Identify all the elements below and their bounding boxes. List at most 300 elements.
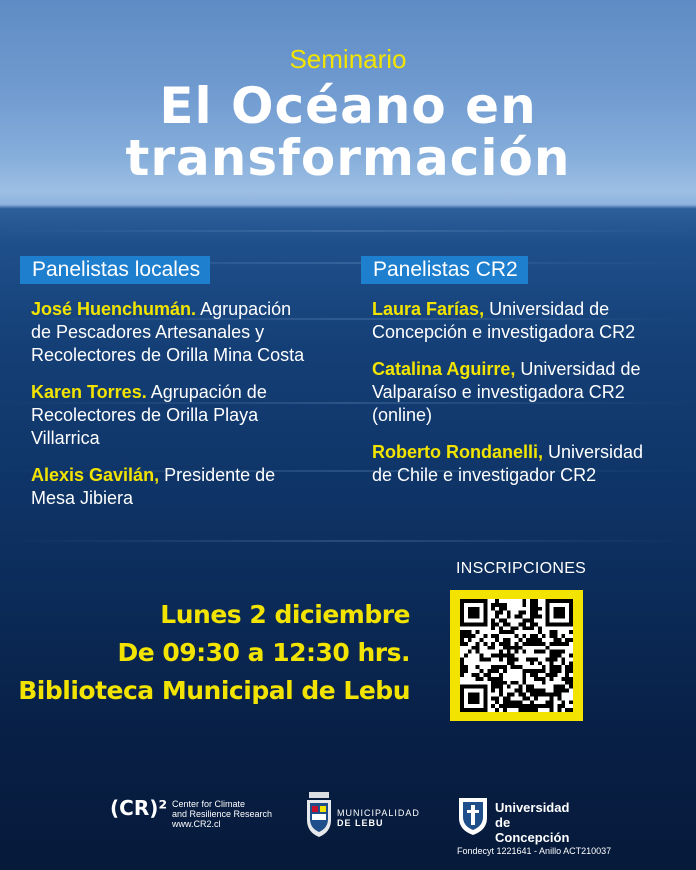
panelist-desc: Agrupación de bbox=[146, 382, 267, 402]
qr-module bbox=[495, 634, 499, 638]
event-place: Biblioteca Municipal de Lebu bbox=[18, 676, 410, 705]
municipalidad-caption-line: DE LEBU bbox=[337, 818, 384, 828]
qr-module bbox=[542, 642, 546, 646]
qr-module bbox=[522, 611, 526, 615]
qr-module bbox=[507, 700, 511, 704]
qr-module bbox=[530, 603, 534, 607]
qr-module bbox=[503, 618, 507, 622]
panelist-name: Roberto Rondanelli bbox=[372, 442, 538, 462]
udec-shield-icon bbox=[457, 796, 489, 836]
qr-module bbox=[487, 677, 491, 681]
panelist-name: Laura Farías bbox=[372, 299, 480, 319]
qr-module bbox=[530, 607, 534, 611]
qr-module bbox=[503, 638, 507, 642]
qr-module bbox=[554, 673, 558, 677]
udec-logo-block bbox=[457, 796, 570, 845]
qr-module bbox=[460, 673, 464, 677]
qr-module bbox=[550, 700, 554, 704]
qr-module bbox=[569, 661, 573, 665]
title-line-2: transformación bbox=[125, 129, 571, 187]
qr-module bbox=[479, 657, 483, 661]
qr-module bbox=[491, 681, 495, 685]
panel-locales-heading: Panelistas locales bbox=[20, 256, 210, 284]
qr-module bbox=[507, 646, 511, 650]
qr-module bbox=[511, 654, 515, 658]
qr-module bbox=[515, 689, 519, 693]
qr-module bbox=[522, 673, 526, 677]
qr-module bbox=[518, 704, 522, 708]
qr-module bbox=[499, 607, 503, 611]
qr-module bbox=[511, 626, 515, 630]
qr-module bbox=[460, 638, 464, 642]
qr-module bbox=[468, 634, 472, 638]
qr-module bbox=[526, 657, 530, 661]
qr-module bbox=[460, 634, 464, 638]
panelist-item bbox=[31, 298, 341, 367]
panelist-sep: . bbox=[191, 299, 197, 319]
qr-module bbox=[483, 673, 487, 677]
lebu-crest-icon bbox=[305, 792, 333, 838]
qr-module bbox=[511, 704, 515, 708]
qr-module bbox=[557, 696, 561, 700]
qr-module bbox=[515, 704, 519, 708]
panelist-item bbox=[372, 441, 682, 487]
qr-module bbox=[534, 673, 538, 677]
qr-module bbox=[530, 708, 534, 712]
qr-module bbox=[530, 615, 534, 619]
qr-module bbox=[503, 665, 507, 669]
panelist-desc: Mesa Jibiera bbox=[31, 488, 134, 508]
qr-module bbox=[495, 681, 499, 685]
qr-module bbox=[503, 642, 507, 646]
qr-module bbox=[550, 650, 554, 654]
qr-module bbox=[534, 696, 538, 700]
qr-module bbox=[534, 634, 538, 638]
qr-module bbox=[515, 665, 519, 669]
qr-module bbox=[499, 626, 503, 630]
qr-module bbox=[460, 669, 464, 673]
qr-module bbox=[472, 634, 476, 638]
qr-module bbox=[507, 650, 511, 654]
qr-module bbox=[530, 689, 534, 693]
qr-module bbox=[515, 657, 519, 661]
qr-module bbox=[538, 615, 542, 619]
qr-module bbox=[550, 669, 554, 673]
qr-module bbox=[569, 700, 573, 704]
qr-module bbox=[534, 677, 538, 681]
qr-module bbox=[515, 615, 519, 619]
qr-module bbox=[503, 646, 507, 650]
qr-module bbox=[476, 665, 480, 669]
qr-module bbox=[534, 599, 538, 603]
qr-module bbox=[503, 603, 507, 607]
qr-module bbox=[530, 618, 534, 622]
qr-module bbox=[460, 657, 464, 661]
qr-module bbox=[554, 665, 558, 669]
cr2-logo-block bbox=[110, 796, 273, 829]
qr-module bbox=[507, 704, 511, 708]
qr-module bbox=[538, 650, 542, 654]
qr-module bbox=[542, 693, 546, 697]
qr-module bbox=[476, 677, 480, 681]
qr-module bbox=[518, 638, 522, 642]
panelist-item bbox=[31, 464, 341, 510]
qr-module bbox=[495, 685, 499, 689]
qr-module bbox=[534, 693, 538, 697]
qr-module bbox=[561, 661, 565, 665]
qr-module bbox=[557, 704, 561, 708]
qr-module bbox=[550, 661, 554, 665]
qr-module bbox=[569, 708, 573, 712]
qr-module bbox=[534, 669, 538, 673]
qr-module bbox=[538, 661, 542, 665]
qr-module bbox=[515, 650, 519, 654]
qr-module bbox=[511, 693, 515, 697]
qr-module bbox=[554, 634, 558, 638]
qr-module bbox=[554, 693, 558, 697]
qr-module bbox=[503, 669, 507, 673]
udec-caption-line: de Concepción bbox=[495, 815, 570, 845]
qr-module bbox=[538, 626, 542, 630]
qr-module bbox=[534, 603, 538, 607]
qr-module bbox=[511, 657, 515, 661]
qr-module bbox=[499, 654, 503, 658]
cr2-caption bbox=[172, 799, 292, 829]
qr-module bbox=[557, 669, 561, 673]
qr-module bbox=[507, 693, 511, 697]
qr-module bbox=[507, 685, 511, 689]
qr-module bbox=[464, 669, 468, 673]
qr-module bbox=[503, 654, 507, 658]
qr-module bbox=[518, 615, 522, 619]
qr-module bbox=[518, 646, 522, 650]
panelist-name: Karen Torres bbox=[31, 382, 142, 402]
qr-module bbox=[554, 669, 558, 673]
qr-module bbox=[487, 669, 491, 673]
qr-module bbox=[472, 673, 476, 677]
qr-module bbox=[507, 642, 511, 646]
qr-module bbox=[515, 700, 519, 704]
qr-module bbox=[554, 638, 558, 642]
qr-module bbox=[534, 650, 538, 654]
qr-module bbox=[526, 685, 530, 689]
qr-module bbox=[507, 654, 511, 658]
qr-module bbox=[565, 689, 569, 693]
panelist-sep: . bbox=[141, 382, 147, 402]
qr-module bbox=[503, 622, 507, 626]
qr-module bbox=[530, 704, 534, 708]
panel-cr2-heading-wrap bbox=[361, 258, 528, 282]
qr-module bbox=[476, 630, 480, 634]
qr-module bbox=[561, 650, 565, 654]
qr-module bbox=[546, 700, 550, 704]
qr-module bbox=[507, 696, 511, 700]
qr-module bbox=[526, 689, 530, 693]
qr-module bbox=[518, 708, 522, 712]
qr-module bbox=[518, 700, 522, 704]
qr-module bbox=[507, 615, 511, 619]
qr-module bbox=[476, 646, 480, 650]
qr-module bbox=[550, 673, 554, 677]
qr-module bbox=[542, 689, 546, 693]
qr-module bbox=[538, 677, 542, 681]
panelist-item bbox=[372, 298, 682, 344]
qr-module bbox=[518, 689, 522, 693]
panelist-item bbox=[31, 381, 341, 450]
qr-module bbox=[550, 630, 554, 634]
panelist-desc: de Pescadores Artesanales y bbox=[31, 322, 265, 342]
qr-module bbox=[561, 700, 565, 704]
qr-module bbox=[491, 696, 495, 700]
qr-module bbox=[491, 634, 495, 638]
qr-module bbox=[557, 650, 561, 654]
qr-module bbox=[522, 708, 526, 712]
seminar-label: Seminario bbox=[289, 44, 407, 74]
qr-module bbox=[464, 665, 468, 669]
qr-module bbox=[522, 704, 526, 708]
qr-module bbox=[565, 673, 569, 677]
qr-module bbox=[491, 626, 495, 630]
qr-module bbox=[491, 603, 495, 607]
qr-module bbox=[503, 630, 507, 634]
qr-module bbox=[557, 708, 561, 712]
qr-module bbox=[476, 642, 480, 646]
qr-module bbox=[518, 693, 522, 697]
qr-code-frame[interactable] bbox=[450, 590, 583, 721]
qr-module bbox=[511, 665, 515, 669]
qr-module bbox=[499, 618, 503, 622]
qr-module bbox=[511, 681, 515, 685]
qr-module bbox=[491, 654, 495, 658]
qr-module bbox=[538, 704, 542, 708]
panelist-sep: , bbox=[154, 465, 160, 485]
qr-module bbox=[491, 677, 495, 681]
qr-module bbox=[476, 673, 480, 677]
qr-module bbox=[515, 634, 519, 638]
qr-module bbox=[515, 646, 519, 650]
qr-module bbox=[487, 657, 491, 661]
panel-locales-heading-wrap bbox=[20, 258, 210, 282]
qr-module bbox=[534, 708, 538, 712]
qr-module bbox=[534, 607, 538, 611]
qr-module bbox=[557, 689, 561, 693]
qr-module bbox=[491, 622, 495, 626]
qr-module bbox=[507, 657, 511, 661]
qr-module bbox=[491, 618, 495, 622]
qr-module bbox=[507, 661, 511, 665]
qr-module bbox=[522, 599, 526, 603]
qr-module bbox=[569, 685, 573, 689]
qr-module bbox=[491, 646, 495, 650]
qr-module bbox=[550, 634, 554, 638]
qr-module bbox=[515, 642, 519, 646]
qr-module bbox=[522, 603, 526, 607]
qr-module bbox=[542, 650, 546, 654]
qr-module bbox=[499, 665, 503, 669]
qr-module bbox=[534, 704, 538, 708]
title-line-1: El Océano en bbox=[159, 77, 537, 135]
qr-module bbox=[542, 669, 546, 673]
qr-module bbox=[460, 665, 464, 669]
panelist-desc: Universidad de bbox=[484, 299, 610, 319]
qr-module bbox=[534, 657, 538, 661]
qr-module bbox=[561, 685, 565, 689]
qr-module bbox=[538, 638, 542, 642]
qr-module bbox=[499, 693, 503, 697]
qr-module bbox=[550, 654, 554, 658]
qr-module bbox=[522, 696, 526, 700]
qr-module bbox=[554, 657, 558, 661]
qr-module bbox=[554, 654, 558, 658]
qr-module bbox=[561, 704, 565, 708]
qr-module bbox=[522, 618, 526, 622]
qr-module bbox=[569, 665, 573, 669]
qr-module bbox=[499, 650, 503, 654]
qr-module bbox=[565, 665, 569, 669]
qr-module bbox=[499, 681, 503, 685]
qr-module bbox=[522, 626, 526, 630]
qr-module bbox=[503, 700, 507, 704]
qr-module bbox=[476, 650, 480, 654]
qr-module bbox=[550, 657, 554, 661]
qr-module bbox=[530, 657, 534, 661]
qr-module bbox=[518, 611, 522, 615]
qr-module bbox=[522, 634, 526, 638]
qr-module bbox=[503, 696, 507, 700]
panelist-sep: , bbox=[510, 359, 516, 379]
qr-module bbox=[561, 642, 565, 646]
qr-module bbox=[491, 607, 495, 611]
qr-module bbox=[550, 704, 554, 708]
panelist-name: Alexis Gavilán bbox=[31, 465, 155, 485]
registration-label: INSCRIPCIONES bbox=[456, 560, 587, 577]
qr-code-icon[interactable] bbox=[460, 599, 573, 712]
qr-module bbox=[526, 626, 530, 630]
qr-module bbox=[495, 611, 499, 615]
panelist-desc: Valparaíso e investigadora CR2 bbox=[372, 382, 625, 402]
qr-module bbox=[495, 669, 499, 673]
qr-module bbox=[499, 611, 503, 615]
qr-module bbox=[499, 704, 503, 708]
fondecyt-note: Fondecyt 1221641 - Anillo ACT210037 bbox=[457, 846, 612, 856]
panel-cr2-list bbox=[372, 298, 682, 501]
qr-module bbox=[518, 665, 522, 669]
qr-module bbox=[526, 642, 530, 646]
qr-module bbox=[534, 611, 538, 615]
qr-module bbox=[491, 669, 495, 673]
qr-module bbox=[526, 669, 530, 673]
qr-module bbox=[542, 665, 546, 669]
qr-module bbox=[483, 642, 487, 646]
qr-module bbox=[491, 689, 495, 693]
qr-module bbox=[550, 708, 554, 712]
qr-module bbox=[569, 638, 573, 642]
qr-module bbox=[526, 704, 530, 708]
qr-module bbox=[495, 615, 499, 619]
qr-module bbox=[554, 685, 558, 689]
qr-module bbox=[561, 634, 565, 638]
qr-module bbox=[499, 657, 503, 661]
qr-module bbox=[507, 611, 511, 615]
qr-module bbox=[546, 646, 550, 650]
qr-module bbox=[464, 642, 468, 646]
qr-module bbox=[538, 669, 542, 673]
qr-module bbox=[565, 708, 569, 712]
panelist-item bbox=[372, 358, 682, 427]
qr-finder bbox=[468, 693, 480, 705]
qr-module bbox=[464, 630, 468, 634]
qr-module bbox=[460, 661, 464, 665]
municipalidad-caption-line: MUNICIPALIDAD bbox=[337, 808, 420, 818]
panelist-sep: , bbox=[479, 299, 485, 319]
qr-module bbox=[569, 654, 573, 658]
qr-module bbox=[530, 622, 534, 626]
qr-module bbox=[495, 638, 499, 642]
qr-module bbox=[499, 603, 503, 607]
qr-module bbox=[499, 642, 503, 646]
qr-module bbox=[542, 681, 546, 685]
qr-module bbox=[557, 693, 561, 697]
qr-module bbox=[526, 638, 530, 642]
qr-module bbox=[538, 630, 542, 634]
qr-module bbox=[530, 642, 534, 646]
qr-module bbox=[511, 630, 515, 634]
panelist-desc: de Chile e investigador CR2 bbox=[372, 465, 597, 485]
qr-module bbox=[526, 708, 530, 712]
event-info bbox=[18, 596, 410, 710]
qr-module bbox=[557, 665, 561, 669]
qr-module bbox=[561, 677, 565, 681]
qr-module bbox=[530, 673, 534, 677]
qr-module bbox=[511, 700, 515, 704]
qr-module bbox=[550, 693, 554, 697]
qr-module bbox=[550, 642, 554, 646]
panel-locales-list bbox=[31, 298, 341, 524]
qr-module bbox=[534, 689, 538, 693]
cr2-caption-line: Center for Climate bbox=[172, 799, 246, 809]
qr-module bbox=[468, 638, 472, 642]
qr-module bbox=[491, 704, 495, 708]
qr-module bbox=[526, 696, 530, 700]
panelist-sep: , bbox=[538, 442, 544, 462]
qr-module bbox=[495, 677, 499, 681]
qr-module bbox=[515, 681, 519, 685]
cr2-logo: (CR)² bbox=[110, 796, 168, 820]
qr-module bbox=[495, 654, 499, 658]
qr-module bbox=[518, 622, 522, 626]
panel-cr2-heading: Panelistas CR2 bbox=[361, 256, 528, 284]
qr-module bbox=[518, 685, 522, 689]
qr-module bbox=[561, 657, 565, 661]
qr-module bbox=[503, 607, 507, 611]
qr-module bbox=[499, 630, 503, 634]
qr-module bbox=[479, 677, 483, 681]
qr-module bbox=[554, 689, 558, 693]
qr-module bbox=[565, 638, 569, 642]
qr-module bbox=[534, 615, 538, 619]
qr-module bbox=[511, 661, 515, 665]
qr-module bbox=[534, 622, 538, 626]
panelist-desc: Recolectores de Orilla Mina Costa bbox=[31, 345, 305, 365]
panelist-name: José Huenchumán bbox=[31, 299, 192, 319]
qr-module bbox=[479, 638, 483, 642]
qr-module bbox=[495, 700, 499, 704]
qr-module bbox=[557, 642, 561, 646]
qr-module bbox=[534, 638, 538, 642]
municipalidad-logo-block bbox=[305, 792, 420, 843]
qr-module bbox=[472, 646, 476, 650]
qr-module bbox=[534, 642, 538, 646]
